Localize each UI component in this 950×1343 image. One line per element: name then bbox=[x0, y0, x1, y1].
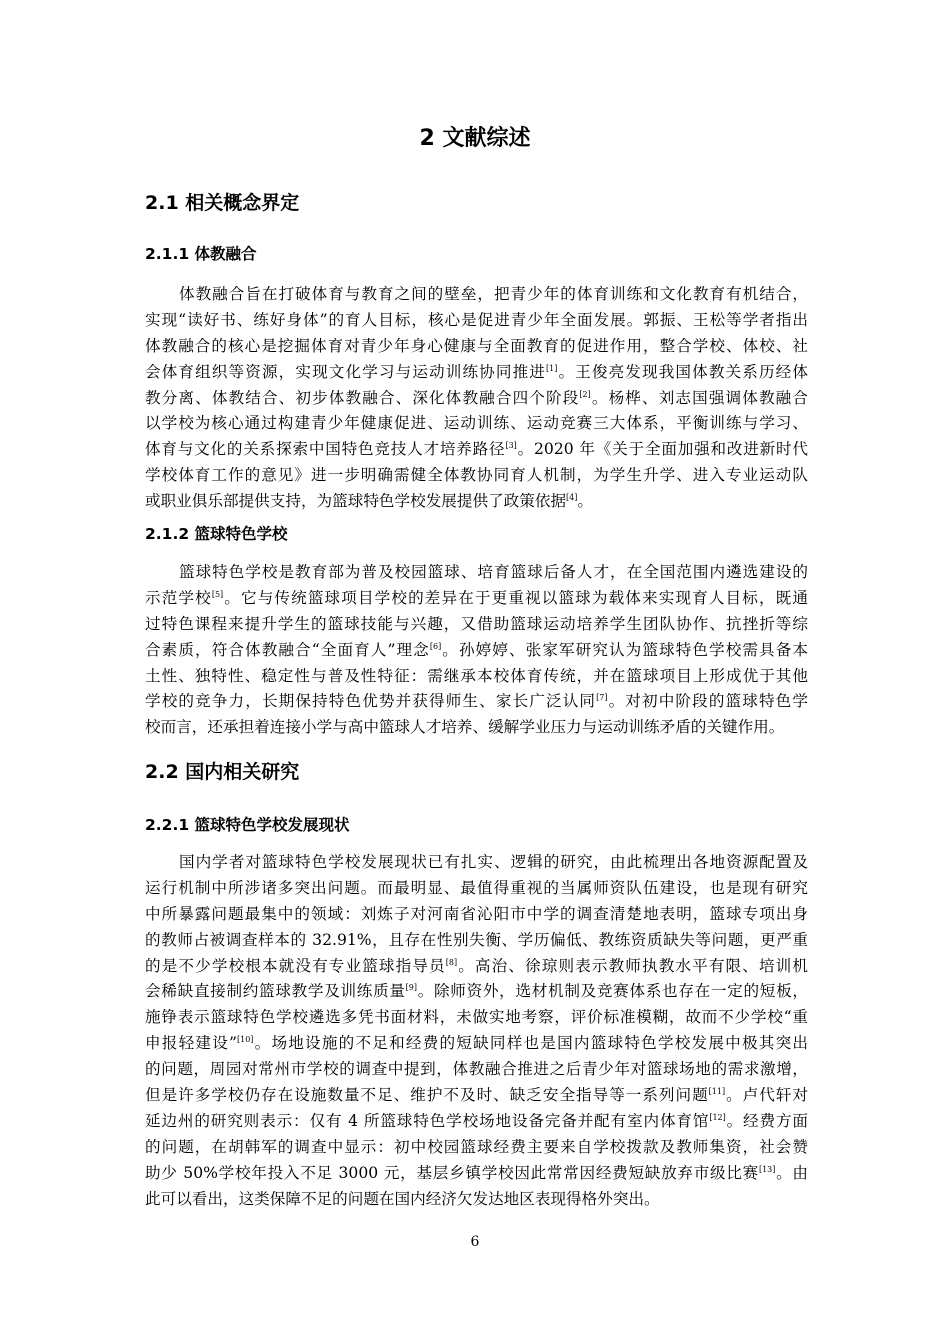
text-line bbox=[145, 437, 808, 463]
line-text: 此可以看出，这类保障不足的问题在国内经济欠发达地区表现得格外突出。 bbox=[145, 1189, 660, 1208]
citation-marker: [3] bbox=[505, 441, 517, 451]
text-line bbox=[145, 1161, 808, 1187]
line-text-continued: 。场地设施的不足和经费的短缺同样也是国内篮球特色学校发展中极其突出 bbox=[253, 1034, 808, 1053]
text-line bbox=[145, 928, 808, 954]
line-text-continued: 。孙婷婷、张家军研究认为篮球特色学校需具备本 bbox=[441, 640, 808, 659]
citation-marker: [9] bbox=[405, 983, 417, 993]
line-text: 体教融合的核心是挖掘体育对青少年身心健康与全面教育的促进作用，整合学校、体校、社 bbox=[145, 336, 808, 355]
citation-marker: [2] bbox=[579, 389, 591, 399]
text-line bbox=[145, 560, 808, 586]
text-line bbox=[145, 463, 808, 489]
text-line bbox=[145, 334, 808, 360]
text-line bbox=[145, 282, 808, 308]
line-text-continued: 。经费方面 bbox=[725, 1111, 808, 1130]
line-text: 国内学者对篮球特色学校发展现状已有扎实、逻辑的研究，由此梳理出各地资源配置及 bbox=[179, 853, 808, 871]
paragraph-2-1-2 bbox=[145, 560, 808, 741]
text-line bbox=[145, 954, 808, 980]
line-text: 合素质，符合体教融合“全面育人”理念 bbox=[145, 640, 430, 659]
line-text: 以学校为核心通过构建青少年健康促进、运动训练、运动竞赛三大体系，平衡训练与学习、 bbox=[145, 414, 808, 433]
text-line bbox=[145, 1187, 808, 1213]
text-line bbox=[145, 902, 808, 928]
line-text: 体育与文化的关系探索中国特色竞技人才培养路径 bbox=[145, 440, 506, 459]
line-text: 学校的竞争力，长期保持特色优势并获得师生、家长广泛认同 bbox=[145, 692, 597, 711]
text-line bbox=[145, 1005, 808, 1031]
line-text-continued: 。高治、徐琼则表示教师执教水平有限、培训机 bbox=[457, 956, 808, 975]
chapter-title: 2 文献综述 bbox=[419, 126, 531, 151]
section-heading-2-1: 2.1 相关概念界定 bbox=[145, 192, 300, 214]
line-text: 教分离、体教结合、初步体教融合、深化体教融合四个阶段 bbox=[145, 388, 580, 407]
text-line bbox=[145, 850, 808, 876]
subsection-heading-2-1-2: 2.1.2 篮球特色学校 bbox=[145, 525, 288, 543]
text-line bbox=[145, 1135, 808, 1161]
line-text: 校而言，还承担着连接小学与高中篮球人才培养、缓解学业压力与运动训练矛盾的关键作用。 bbox=[145, 718, 785, 737]
line-text: 示范学校 bbox=[145, 588, 212, 607]
citation-marker: [10] bbox=[237, 1035, 254, 1045]
line-text-continued: 。杨桦、刘志国强调体教融合 bbox=[590, 388, 808, 407]
line-text: 学校体育工作的意见》进一步明确需健全体教协同育人机制，为学生升学、进入专业运动队 bbox=[145, 466, 808, 485]
text-line bbox=[145, 586, 808, 612]
line-text-continued: 。2020 年《关于全面加强和改进新时代 bbox=[516, 440, 808, 459]
text-line bbox=[145, 489, 808, 515]
line-text-continued: 。它与传统篮球项目学校的差异在于更重视以篮球为载体来实现育人目标，既通 bbox=[223, 588, 808, 607]
line-text: 的教师占被调查样本的 32.91%，且存在性别失衡、学历偏低、教练资质缺失等问题，更严重 bbox=[145, 930, 808, 949]
line-text: 延边州的研究则表示：仅有 4 所篮球特色学校场地设备完备并配有室内体育馆 bbox=[145, 1111, 710, 1130]
line-text-continued: 。王俊亮发现我国体教关系历经体 bbox=[557, 362, 808, 381]
page-number: 6 bbox=[470, 1234, 480, 1250]
section-heading-2-2: 2.2 国内相关研究 bbox=[145, 761, 300, 783]
text-line bbox=[145, 411, 808, 437]
line-text: 运行机制中所涉诸多突出问题。而最明显、最值得重视的当属师资队伍建设，也是现有研究 bbox=[145, 878, 808, 897]
line-text-continued: 。由 bbox=[775, 1163, 808, 1182]
text-line bbox=[145, 1031, 808, 1057]
citation-marker: [4] bbox=[566, 493, 578, 503]
line-text: 会体育组织等资源，实现文化学习与运动训练协同推进 bbox=[145, 362, 547, 381]
text-line bbox=[145, 664, 808, 690]
line-text: 但是许多学校仍存在设施数量不足、维护不及时、缺乏安全指导等一系列问题 bbox=[145, 1086, 709, 1105]
citation-marker: [12] bbox=[709, 1112, 726, 1122]
line-text: 体教融合旨在打破体育与教育之间的壁垒，把青少年的体育训练和文化教育有机结合， bbox=[179, 285, 808, 303]
line-text: 申报轻建设” bbox=[145, 1034, 237, 1053]
line-text: 的问题，周园对常州市学校的调查中提到，体教融合推进之后青少年对篮球场地的需求激增， bbox=[145, 1060, 808, 1079]
text-line bbox=[145, 1109, 808, 1135]
citation-marker: [13] bbox=[758, 1164, 776, 1174]
text-line bbox=[145, 876, 808, 902]
citation-marker: [8] bbox=[445, 957, 458, 967]
line-text: 实现“读好书、练好身体”的育人目标，核心是促进青少年全面发展。郭振、王松等学者指出 bbox=[145, 310, 808, 329]
paragraph-2-1-1 bbox=[145, 282, 808, 515]
text-line bbox=[145, 689, 808, 715]
line-text: 中所暴露问题最集中的领域：刘炼子对河南省沁阳市中学的调查清楚地表明，篮球专项出身 bbox=[145, 904, 808, 923]
line-text-continued: 。卢代轩对 bbox=[725, 1086, 808, 1105]
line-text: 施铮表示篮球特色学校遴选多凭书面材料，未做实地考察，评价标准模糊，故而不少学校“重 bbox=[145, 1008, 808, 1027]
subsection-heading-2-2-1: 2.2.1 篮球特色学校发展现状 bbox=[145, 816, 350, 834]
citation-marker: [5] bbox=[211, 589, 224, 599]
text-line bbox=[145, 386, 808, 412]
citation-marker: [7] bbox=[596, 693, 608, 703]
line-text: 助少 50%学校年投入不足 3000 元，基层乡镇学校因此常常因经费短缺放弃市级比赛 bbox=[145, 1163, 759, 1182]
text-line bbox=[145, 360, 808, 386]
citation-marker: [11] bbox=[708, 1087, 726, 1097]
text-line bbox=[145, 308, 808, 334]
line-text: 篮球特色学校是教育部为普及校园篮球、培育篮球后备人才，在全国范围内遴选建设的 bbox=[179, 563, 808, 581]
text-line bbox=[145, 638, 808, 664]
text-line bbox=[145, 1083, 808, 1109]
paragraph-2-2-1 bbox=[145, 850, 808, 1212]
citation-marker: [1] bbox=[546, 363, 558, 373]
line-text: 土性、独特性、稳定性与普及性特征：需继承本校体育传统，并在篮球项目上形成优于其他 bbox=[145, 666, 808, 685]
line-text: 过特色课程来提升学生的篮球技能与兴趣，又借助篮球运动培养学生团队协作、抗挫折等综 bbox=[145, 614, 808, 633]
text-line bbox=[145, 1057, 808, 1083]
line-text: 会稀缺直接制约篮球教学及训练质量 bbox=[145, 982, 406, 1001]
line-text-continued: 。对初中阶段的篮球特色学 bbox=[607, 692, 808, 711]
line-text: 的是不少学校根本就没有专业篮球指导员 bbox=[145, 956, 446, 975]
subsection-heading-2-1-1: 2.1.1 体教融合 bbox=[145, 245, 257, 263]
line-text-continued: 。除师资外，选材机制及竞赛体系也存在一定的短板， bbox=[417, 982, 808, 1001]
line-text: 的问题，在胡韩军的调查中显示：初中校园篮球经费主要来自学校拨款及教师集资，社会赞 bbox=[145, 1137, 808, 1156]
text-line bbox=[145, 612, 808, 638]
line-text-continued: 。 bbox=[577, 492, 593, 511]
line-text: 或职业俱乐部提供支持，为篮球特色学校发展提供了政策依据 bbox=[145, 492, 567, 511]
text-line bbox=[145, 715, 808, 741]
text-line bbox=[145, 979, 808, 1005]
citation-marker: [6] bbox=[429, 641, 442, 651]
